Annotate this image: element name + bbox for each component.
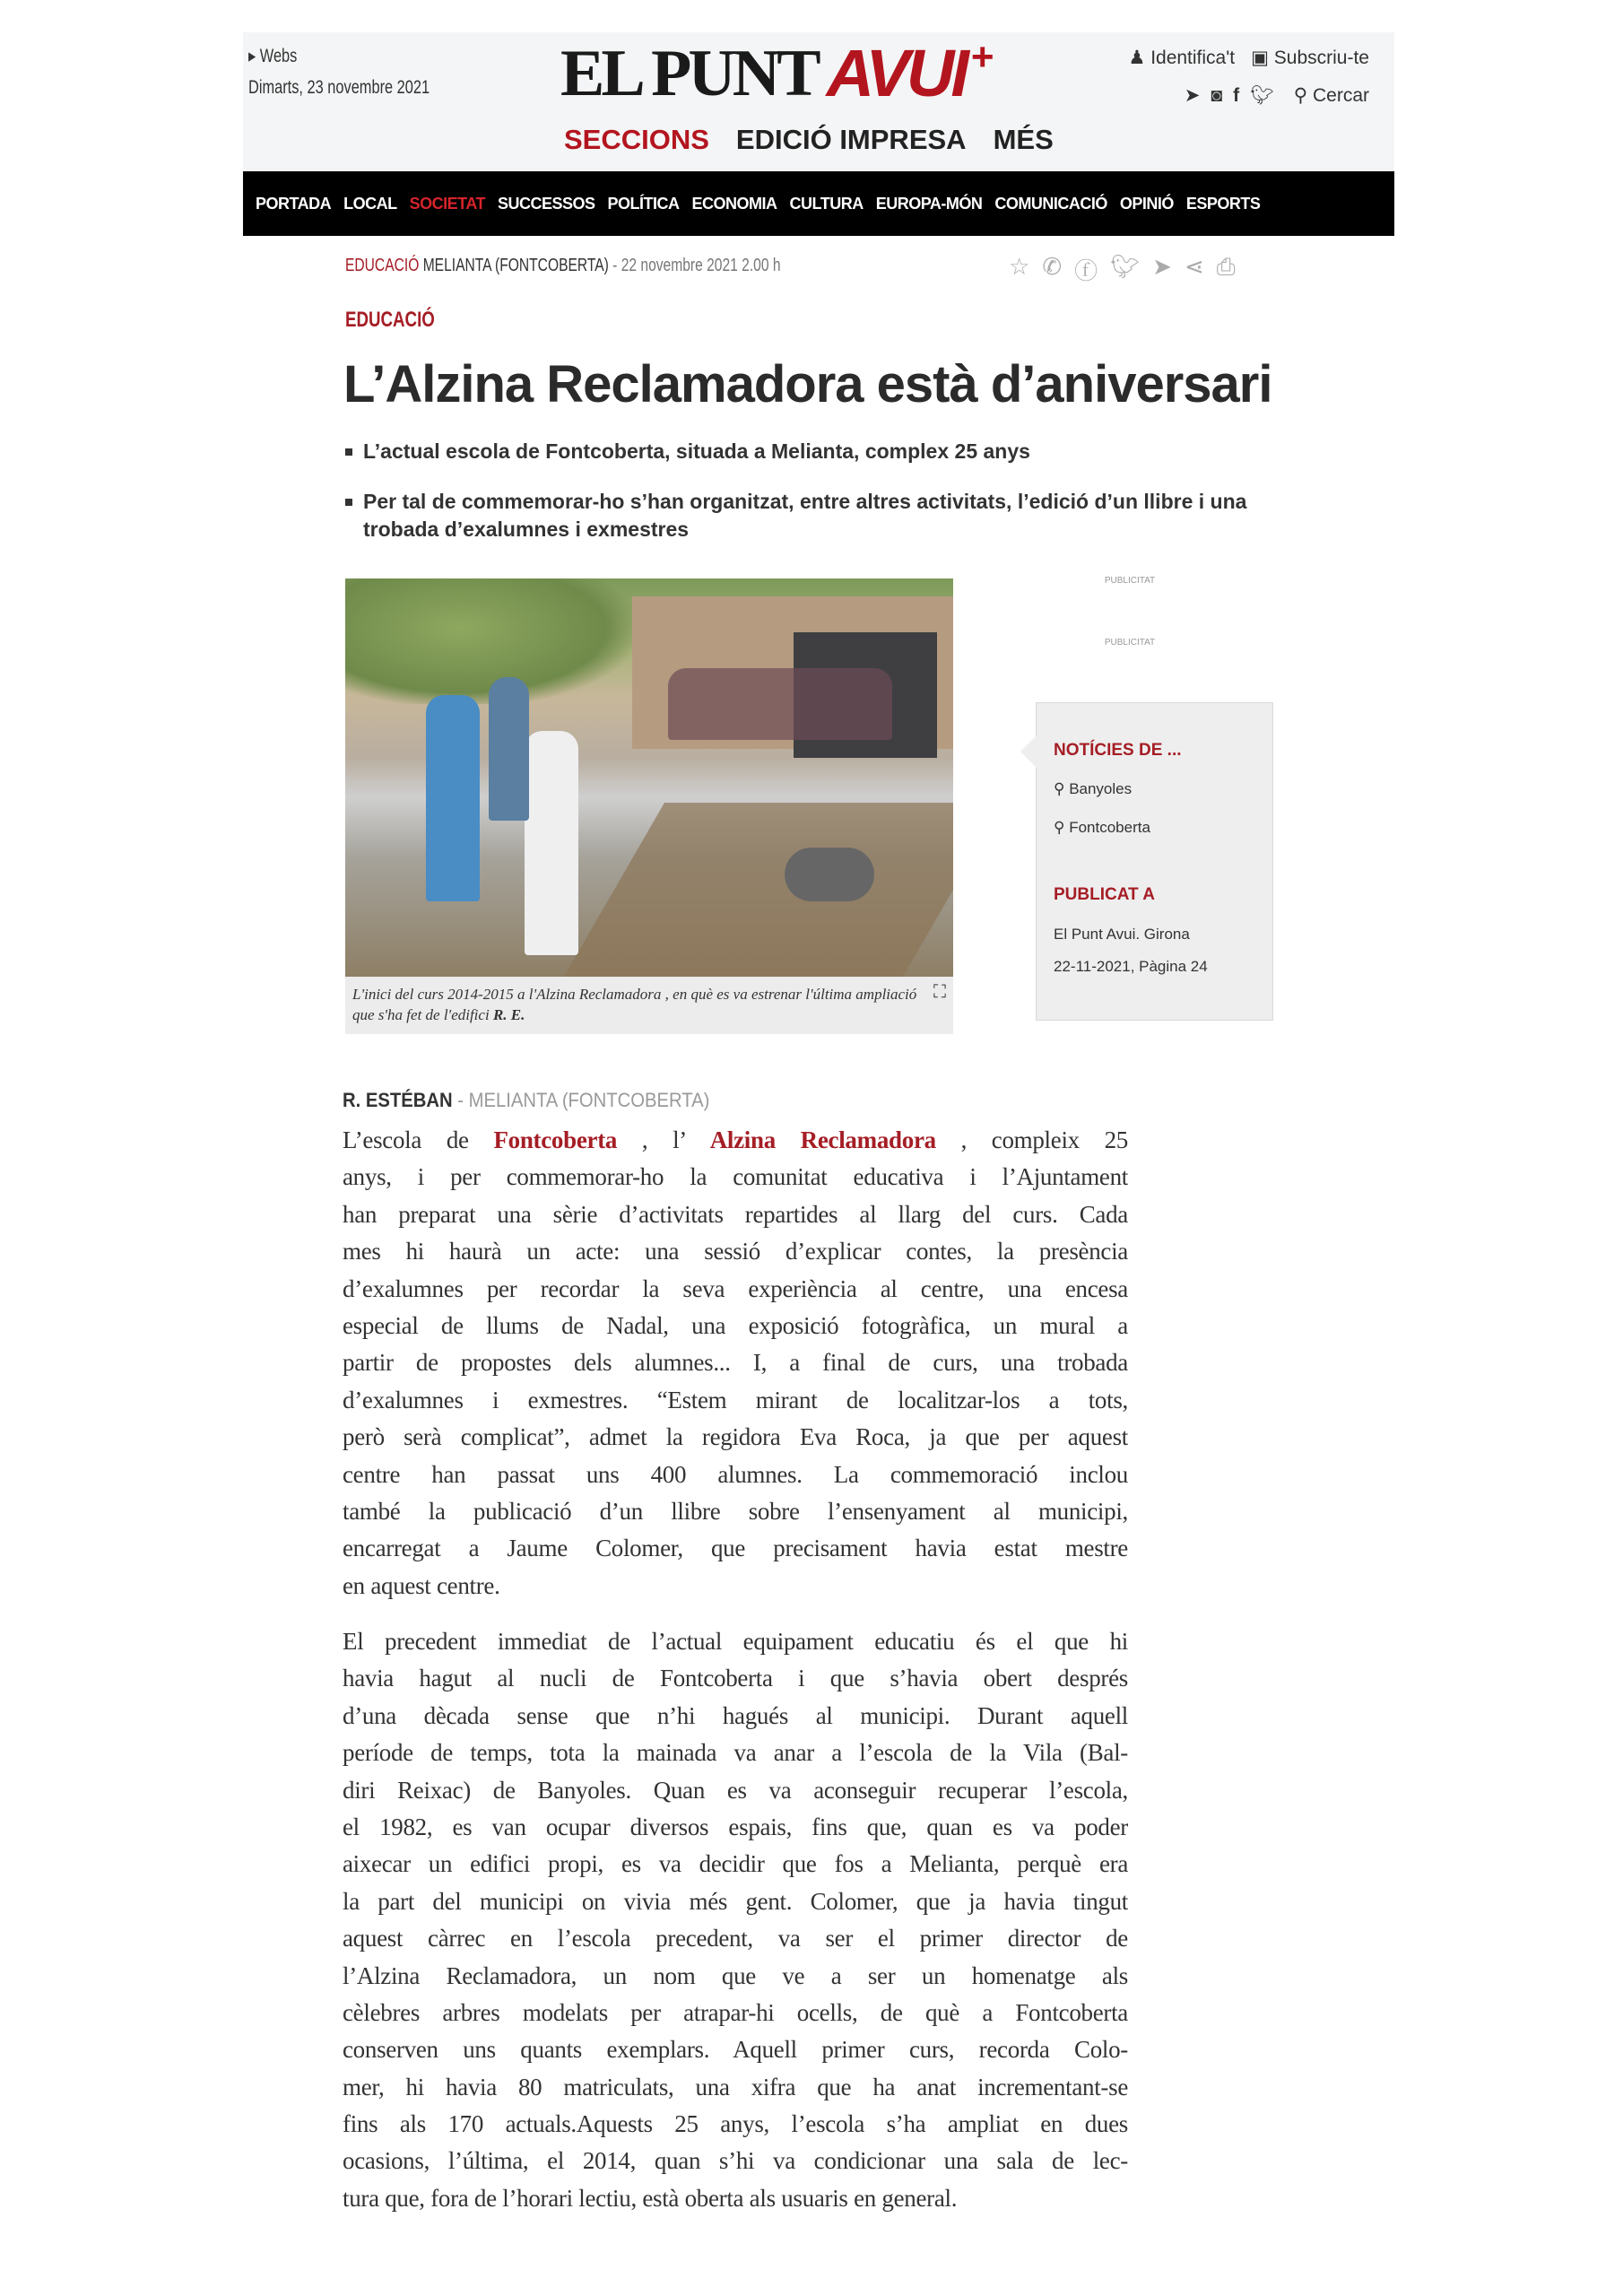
- text-line: fins als 170 actuals.Aquests 25 anys, l’escola s’ha ampliat en dues: [343, 2110, 1128, 2138]
- search-icon: ⚲: [1293, 85, 1313, 106]
- text-line: d’una dècada sense que n’hi hagués al municipi. Durant aquell: [343, 1701, 1128, 1729]
- text-line: especial de llums de Nadal, una exposició fotogràfica, un mural a: [343, 1311, 1128, 1339]
- webs-link[interactable]: ▸ Webs: [248, 46, 298, 66]
- text-line: mes hi haurà un acte: una sessió d’explicar contes, la presència: [343, 1238, 1128, 1265]
- text-line: en aquest centre.: [343, 1571, 500, 1599]
- ad-label: PUBLICITAT: [1104, 638, 1156, 648]
- sections-menu[interactable]: SECCIONS: [564, 124, 709, 155]
- nav-successos[interactable]: SUCCESSOS: [498, 194, 595, 213]
- share-icon[interactable]: ⋖: [1184, 253, 1204, 280]
- site-header: [243, 32, 1394, 171]
- subscribe-link[interactable]: ▣ Subscriu-te: [1251, 48, 1369, 68]
- article-title: L’Alzina Reclamadora està d’aniversari: [343, 355, 1272, 413]
- text-line: d’exalumnes per recordar la seva experiència al centre, una encesa: [343, 1274, 1128, 1302]
- summary-bullet: L’actual escola de Fontcoberta, situada a Melianta, complex 25 anys: [345, 438, 1251, 465]
- facebook-share-icon[interactable]: ⓕ: [1074, 257, 1098, 284]
- user-icon: ♟: [1128, 48, 1151, 68]
- telegram-share-icon[interactable]: ➤: [1152, 253, 1172, 280]
- share-toolbar: [1009, 253, 1236, 286]
- nav-societat[interactable]: SOCIETAT: [409, 194, 486, 213]
- paragraph-lines: [343, 1159, 1128, 1605]
- main-nav: [243, 171, 1394, 236]
- article-meta: [345, 256, 903, 276]
- text-line: han preparat una sèrie d’activitats repartides al llarg del curs. Cada: [343, 1200, 1128, 1228]
- twitter-share-icon[interactable]: 🐦︎: [1110, 253, 1141, 280]
- text-line: també la publicació d’un llibre sobre l’ensenyament al municipi,: [343, 1497, 1128, 1525]
- nav-comunicacio[interactable]: COMUNICACIÓ: [994, 194, 1107, 213]
- summary-bullet: Per tal de commemorar-ho s’han organitzat, entre altres activitats, l’edició d’un llibre i una trobada d’exalumnes i exmestres: [345, 488, 1251, 544]
- text-line: d’exalumnes i exmestres. “Estem mirant de localitzar-los a tots,: [343, 1386, 1128, 1413]
- nav-economia[interactable]: ECONOMIA: [691, 194, 777, 213]
- news-of-heading: NOTÍCIES DE ...: [1054, 741, 1182, 760]
- text-line: diri Reixac) de Banyoles. Quan es va aconseguir recuperar l’escola,: [343, 1776, 1128, 1804]
- meta-category[interactable]: EDUCACIÓ: [345, 256, 420, 275]
- article-photo[interactable]: [345, 578, 953, 977]
- article-paragraph-1: [343, 1122, 1128, 1605]
- ad-label: PUBLICITAT: [1104, 576, 1156, 586]
- map-pin-icon: ⚲: [1054, 819, 1065, 836]
- text-line: centre han passat uns 400 alumnes. La commemoració inclou: [343, 1460, 1128, 1488]
- whatsapp-icon[interactable]: ✆: [1042, 253, 1063, 280]
- current-date: Dimarts, 23 novembre 2021: [248, 77, 430, 98]
- telegram-icon[interactable]: ➤: [1184, 85, 1201, 106]
- map-pin-icon: ⚲: [1054, 780, 1065, 797]
- text-line: ocasions, l’última, el 2014, quan s’hi va condicionar una sala de lec-: [343, 2147, 1128, 2175]
- nav-europa-mon[interactable]: EUROPA-MÓN: [875, 194, 983, 213]
- site-logo[interactable]: EL PUNT AVUI +: [560, 35, 994, 110]
- text-line: però serà complicat”, admet la regidora Eva Roca, ja que per aquest: [343, 1423, 1128, 1451]
- nav-local[interactable]: LOCAL: [343, 194, 397, 213]
- account-links: [1129, 47, 1369, 69]
- favorite-star-icon[interactable]: ☆: [1009, 253, 1030, 280]
- text-line: el 1982, es van ocupar diversos espais, fins que, quan es va poder: [343, 1813, 1128, 1840]
- login-link[interactable]: ♟ Identifica't: [1128, 48, 1236, 68]
- nav-portada[interactable]: PORTADA: [256, 194, 332, 213]
- newspaper-icon: ▣: [1251, 48, 1274, 68]
- nav-cultura[interactable]: CULTURA: [789, 194, 864, 213]
- place-link-banyoles[interactable]: ⚲ Banyoles: [1054, 780, 1133, 797]
- byline-location: - MELIANTA (FONTCOBERTA): [457, 1089, 710, 1111]
- photo-caption: L'inici del curs 2014-2015 a l'Alzina Reclamadora , en què es va estrenar l'última ampliació que s'ha fet de l'edifici R. E. ⛶: [345, 977, 953, 1034]
- text-line: aquest càrrec en l’escola precedent, va ser el primer director de: [343, 1925, 1128, 1952]
- author: R. ESTÉBAN: [343, 1089, 453, 1111]
- published-in-heading: PUBLICAT A: [1054, 885, 1155, 904]
- text-line: L’escola de Fontcoberta , l’ Alzina Reclamadora , compleix 25: [343, 1126, 1128, 1153]
- meta-datetime: - 22 novembre 2021 2.00 h: [612, 256, 781, 275]
- text-line: aixecar un edifici propi, es va decidir que fos a Melianta, perquè era: [343, 1850, 1128, 1878]
- more-menu[interactable]: MÉS: [993, 124, 1054, 155]
- publication-name: El Punt Avui. Girona: [1054, 926, 1190, 943]
- article-kicker: EDUCACIÓ: [345, 308, 435, 332]
- alzina-reclamadora-link[interactable]: Alzina Reclamadora: [709, 1126, 936, 1153]
- fontcoberta-link[interactable]: Fontcoberta: [493, 1126, 618, 1153]
- facebook-icon[interactable]: f: [1233, 84, 1240, 106]
- nav-esports[interactable]: ESPORTS: [1185, 194, 1261, 213]
- nav-politica[interactable]: POLÍTICA: [607, 194, 680, 213]
- paragraph-lines: [343, 1623, 1128, 2217]
- text-line: l’Alzina Reclamadora, un nom que ve a ser un homenatge als: [343, 1961, 1128, 1989]
- byline: [343, 1089, 742, 1112]
- publication-date: 22-11-2021, Pàgina 24: [1054, 958, 1208, 975]
- social-links: [1185, 84, 1369, 107]
- search-button[interactable]: ⚲ Cercar: [1293, 85, 1369, 106]
- caret-right-icon: ▸: [248, 46, 260, 66]
- text-line: període de temps, tota la mainada va anar a l’escola de la Vila (Bal-: [343, 1739, 1128, 1767]
- meta-location: MELIANTA (FONTCOBERTA): [422, 256, 609, 275]
- text-line: conserven uns quants exemplars. Aquell primer curs, recorda Colo-: [343, 2036, 1128, 2064]
- text-line: partir de propostes dels alumnes... I, a final de curs, una trobada: [343, 1349, 1128, 1377]
- twitter-icon[interactable]: 🐦︎: [1250, 84, 1274, 106]
- text-line: encarregat a Jaume Colomer, que precisament havia estat mestre: [343, 1535, 1128, 1562]
- place-link-fontcoberta[interactable]: ⚲ Fontcoberta: [1054, 819, 1150, 836]
- print-icon[interactable]: ⎙: [1216, 253, 1236, 280]
- text-line: El precedent immediat de l’actual equipament educatiu és el que hi: [343, 1628, 1128, 1655]
- nav-opinio[interactable]: OPINIÓ: [1119, 194, 1174, 213]
- text-line: mer, hi havia 80 matriculats, una xifra que ha anat incrementant-se: [343, 2073, 1128, 2100]
- text-line: la part del municipi on vivia més gent. Colomer, que ja havia tingut: [343, 1887, 1128, 1915]
- related-sidebar: [1036, 702, 1273, 1021]
- print-edition-menu[interactable]: EDICIÓ IMPRESA: [735, 124, 967, 155]
- expand-icon[interactable]: ⛶: [933, 982, 946, 1002]
- section-menu: [564, 124, 1054, 156]
- text-line: havia hagut al nucli de Fontcoberta i que s’havia obert després: [343, 1665, 1128, 1692]
- text-line: cèlebres arbres modelats per atrapar-hi ocells, de què a Fontcoberta: [343, 1998, 1128, 2026]
- instagram-icon[interactable]: ◙: [1211, 84, 1223, 106]
- article-paragraph-2: [343, 1623, 1128, 2217]
- text-line: tura que, fora de l’horari lectiu, està oberta als usuaris en general.: [343, 2184, 958, 2212]
- text-line: anys, i per commemorar-ho la comunitat educativa i l’Ajuntament: [343, 1163, 1128, 1191]
